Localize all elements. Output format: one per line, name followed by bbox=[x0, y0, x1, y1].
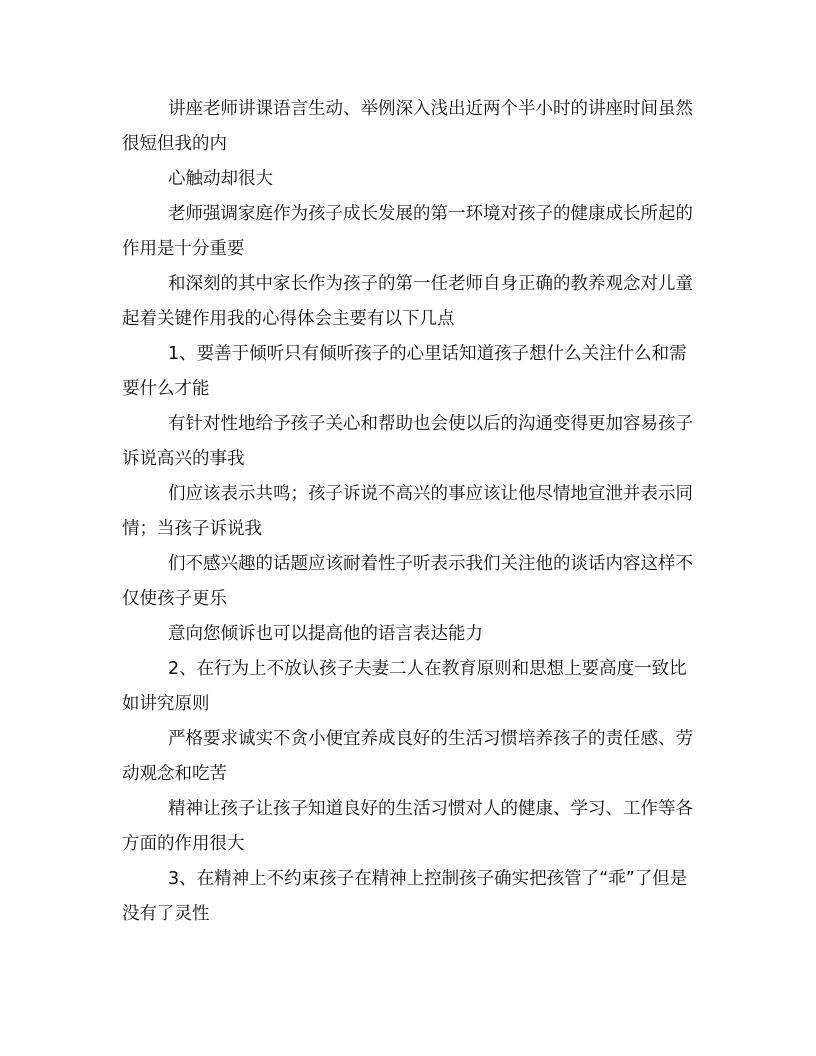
paragraph-2: 心触动却很大 bbox=[168, 169, 273, 189]
paragraph-12: 精神让孩子让孩子知道良好的生活习惯对人的健康、学习、工作等各方面的作用很大 bbox=[122, 799, 693, 854]
paragraph-8: 们不感兴趣的话题应该耐着性子听表示我们关注他的谈话内容这样不仅使孩子更乐 bbox=[122, 554, 693, 609]
paragraph-4: 和深刻的其中家长作为孩子的第一任老师自身正确的教养观念对儿童起着关键作用我的心得体会主要有以下几点 bbox=[122, 274, 693, 329]
paragraph-6: 有针对性地给予孩子关心和帮助也会使以后的沟通变得更加容易孩子诉说高兴的事我 bbox=[122, 414, 693, 469]
paragraph-7: 们应该表示共鸣；孩子诉说不高兴的事应该让他尽情地宣泄并表示同情；当孩子诉说我 bbox=[122, 484, 693, 539]
paragraph-1: 讲座老师讲课语言生动、举例深入浅出近两个半小时的讲座时间虽然很短但我的内 bbox=[122, 99, 693, 154]
paragraph-13: 3、在精神上不约束孩子在精神上控制孩子确实把孩管了“乖”了但是没有了灵性 bbox=[122, 869, 688, 924]
paragraph-5: 1、要善于倾听只有倾听孩子的心里话知道孩子想什么关注什么和需要什么才能 bbox=[122, 344, 687, 399]
paragraph-9: 意向您倾诉也可以提高他的语言表达能力 bbox=[168, 624, 483, 644]
paragraph-10: 2、在行为上不放认孩子夫妻二人在教育原则和思想上要高度一致比如讲究原则 bbox=[122, 659, 687, 714]
paragraph-3: 老师强调家庭作为孩子成长发展的第一环境对孩子的健康成长所起的作用是十分重要 bbox=[122, 204, 693, 259]
paragraph-11: 严格要求诚实不贪小便宜养成良好的生活习惯培养孩子的责任感、劳动观念和吃苦 bbox=[122, 729, 693, 784]
